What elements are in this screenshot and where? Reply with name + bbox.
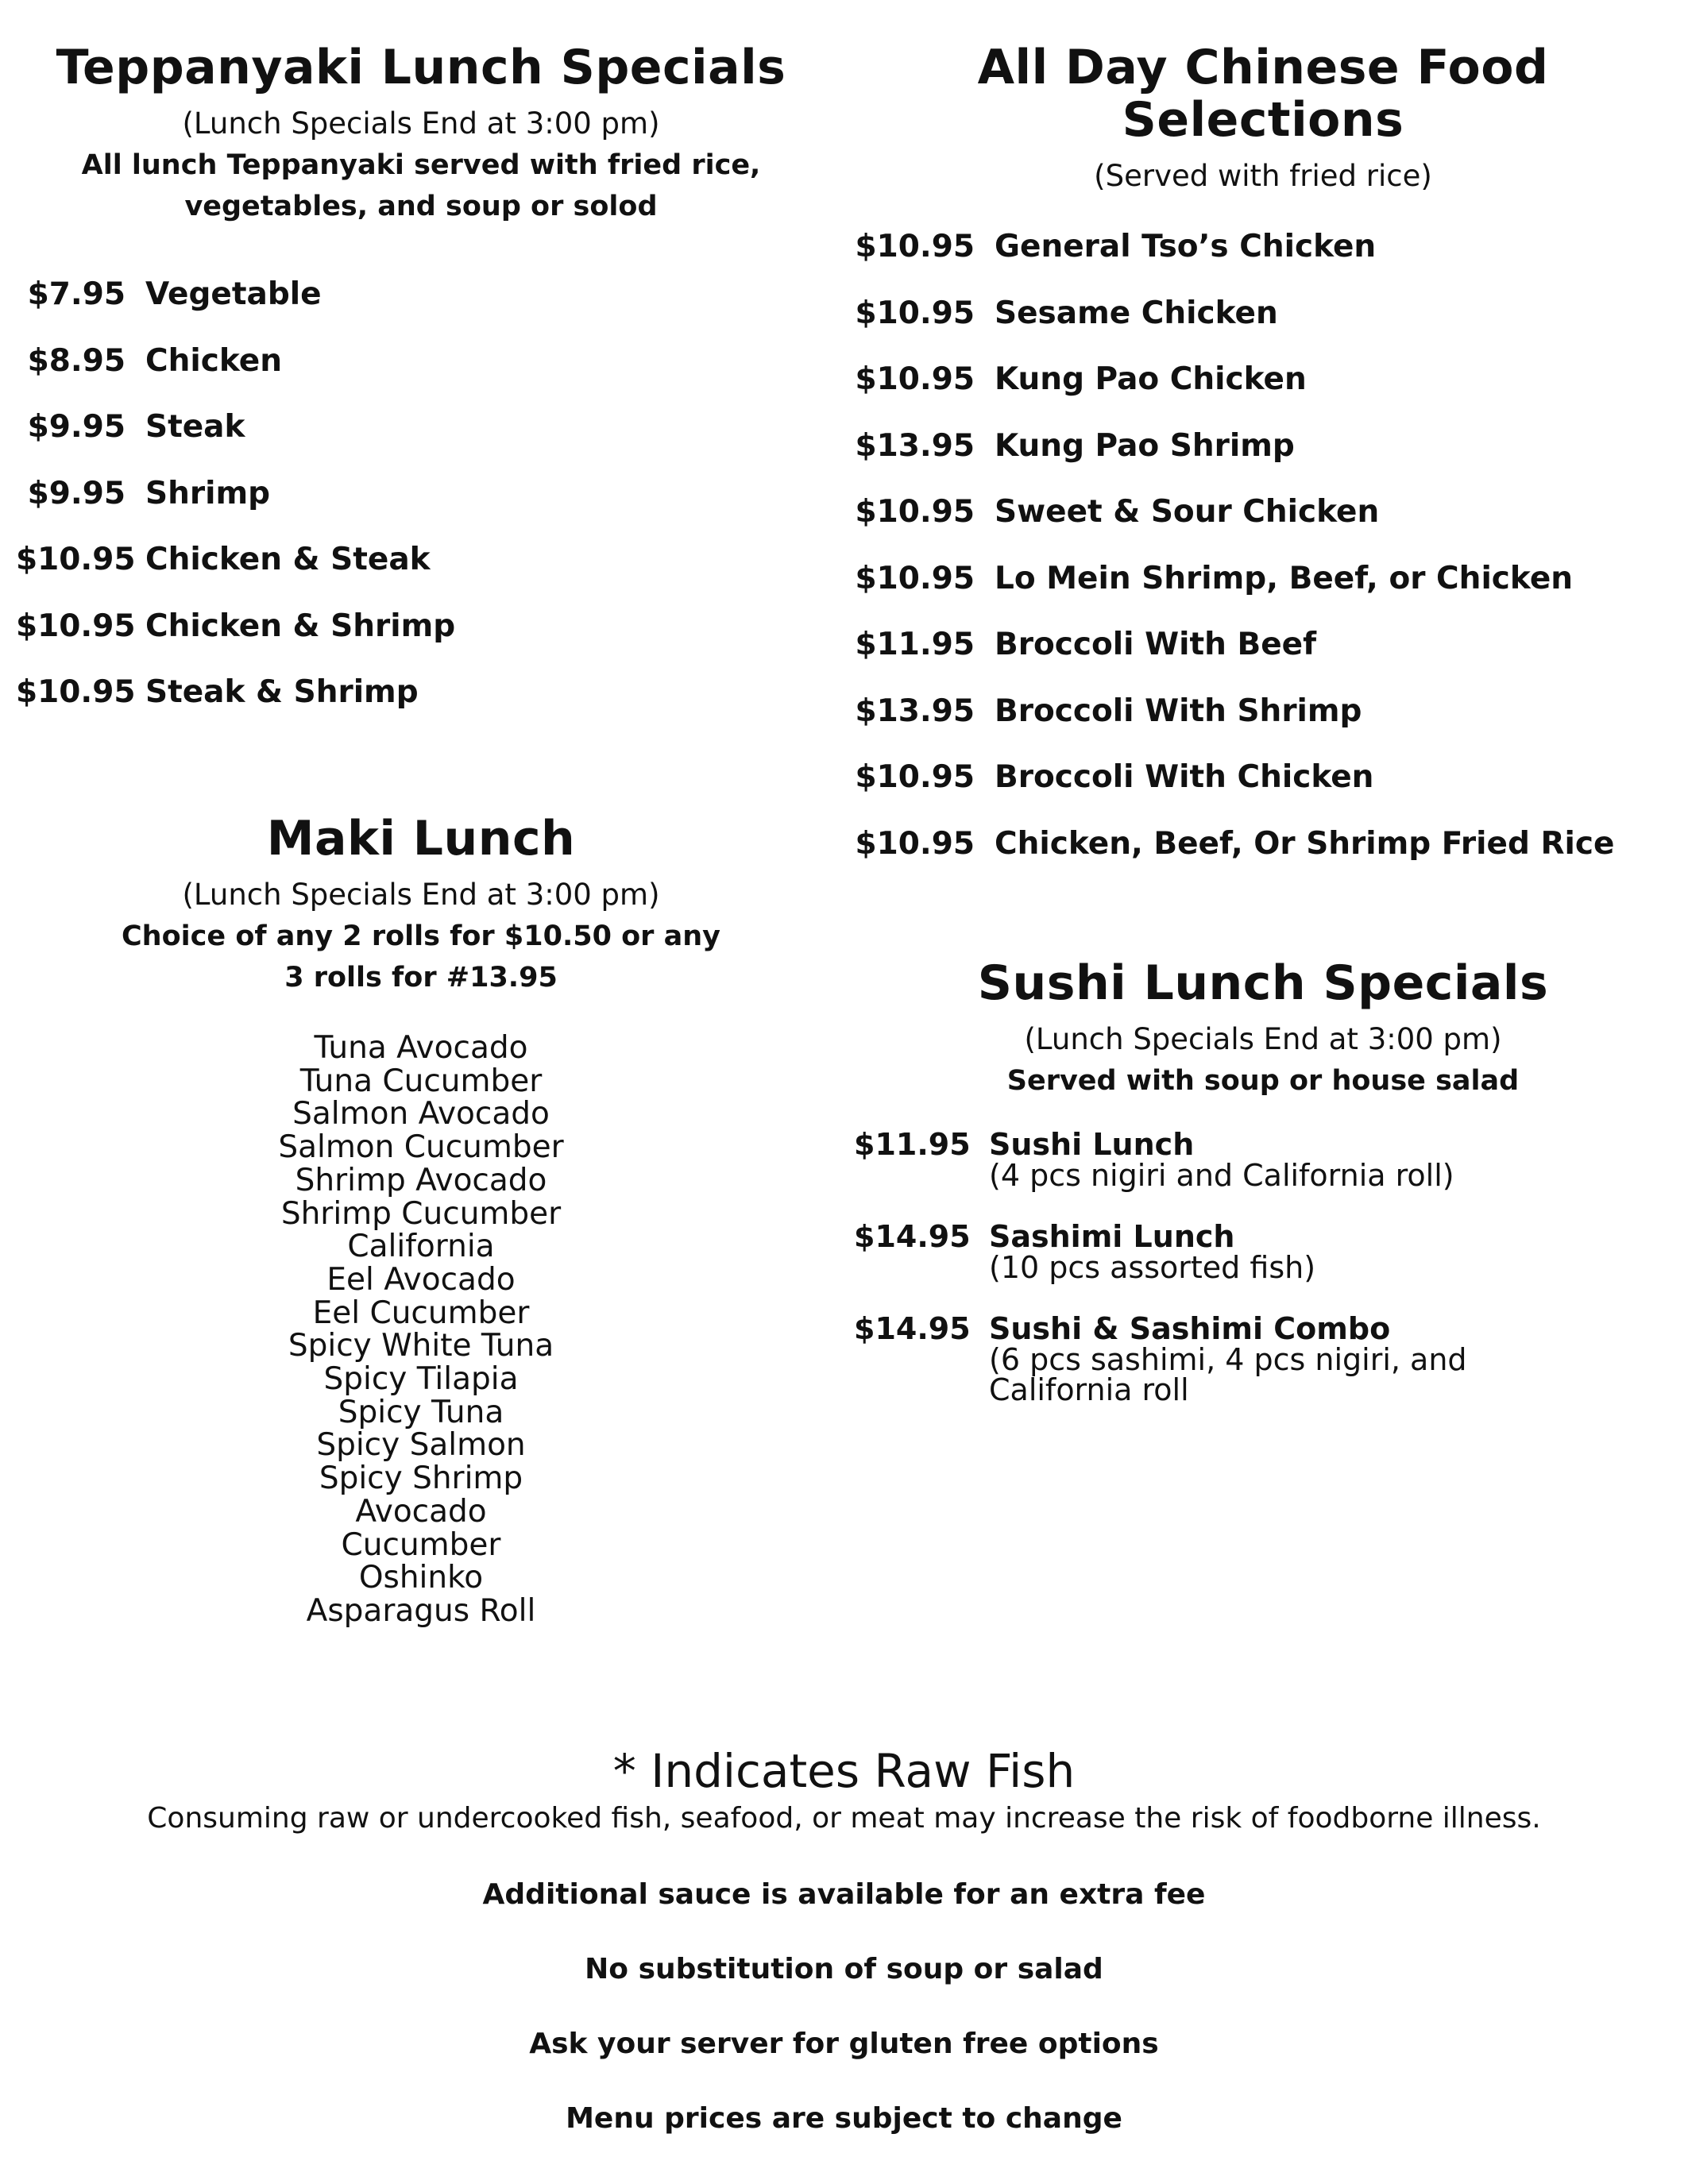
teppanyaki-subnote-line2: vegetables, and soup or solod bbox=[184, 191, 658, 222]
item-name: Kung Pao Shrimp bbox=[995, 427, 1295, 464]
footer-note: Ask your server for gluten free options bbox=[529, 2028, 1159, 2060]
footer-section bbox=[0, 1743, 1688, 2156]
list-item: Shrimp Cucumber bbox=[280, 1195, 562, 1232]
list-item: California bbox=[347, 1229, 495, 1265]
item-name: Sashimi Lunch bbox=[989, 1219, 1235, 1254]
item-price: $8.95 bbox=[27, 342, 126, 379]
list-item: Tuna Avocado bbox=[314, 1030, 528, 1066]
list-item bbox=[16, 608, 826, 675]
list-item bbox=[854, 494, 1672, 561]
list-item bbox=[16, 343, 826, 410]
item-price: $14.95 bbox=[854, 1219, 971, 1254]
item-price: $11.95 bbox=[854, 1127, 971, 1162]
raw-fish-legend: * Indicates Raw Fish bbox=[612, 1744, 1076, 1798]
consumption-warning: Consuming raw or undercooked fish, seafood, or meat may increase the risk of foodborne illness. bbox=[147, 1802, 1541, 1835]
item-price: $10.95 bbox=[855, 759, 975, 795]
item-price: $9.95 bbox=[27, 475, 126, 511]
list-item: Asparagus Roll bbox=[306, 1592, 536, 1629]
list-item bbox=[16, 542, 826, 608]
teppanyaki-price-list bbox=[16, 276, 826, 741]
item-body bbox=[969, 1127, 1513, 1193]
item-name: Sesame Chicken bbox=[995, 295, 1278, 331]
item-price: $10.95 bbox=[855, 295, 975, 331]
item-name: Chicken, Beef, Or Shrimp Fried Rice bbox=[995, 825, 1615, 862]
item-name: Chicken & Steak bbox=[145, 542, 431, 577]
maki-roll-list bbox=[16, 1032, 826, 1628]
list-item: Cucumber bbox=[341, 1526, 501, 1563]
list-item bbox=[854, 295, 1672, 362]
item-description: (4 pcs nigiri and California roll) bbox=[989, 1158, 1454, 1193]
maki-section bbox=[16, 812, 826, 1628]
list-item: Eel Avocado bbox=[326, 1261, 516, 1298]
sushi-price-list bbox=[854, 1129, 1672, 1405]
item-name: Chicken & Shrimp bbox=[145, 608, 456, 644]
item-name: Steak bbox=[145, 409, 245, 445]
item-name: Sushi & Sashimi Combo bbox=[989, 1311, 1391, 1346]
list-item bbox=[854, 1313, 1672, 1405]
chinese-section bbox=[854, 41, 1672, 892]
maki-subnote-line2: 3 rolls for #13.95 bbox=[284, 962, 558, 994]
item-body bbox=[969, 1313, 1513, 1405]
list-item: Eel Cucumber bbox=[312, 1295, 530, 1331]
item-name: Broccoli With Shrimp bbox=[995, 693, 1362, 729]
list-item bbox=[854, 1221, 1672, 1283]
list-item bbox=[16, 476, 826, 542]
list-item: Spicy Shrimp bbox=[319, 1461, 523, 1497]
teppanyaki-title: Teppanyaki Lunch Specials bbox=[56, 40, 786, 95]
item-name: Broccoli With Beef bbox=[995, 627, 1317, 662]
item-name: Vegetable bbox=[145, 276, 322, 312]
item-name: Kung Pao Chicken bbox=[995, 361, 1307, 397]
list-item bbox=[854, 627, 1672, 693]
list-item: Tuna Cucumber bbox=[299, 1063, 543, 1099]
list-item: Oshinko bbox=[358, 1560, 484, 1596]
item-price: $10.95 bbox=[855, 229, 975, 264]
teppanyaki-hours-note: (Lunch Specials End at 3:00 pm) bbox=[182, 106, 660, 141]
list-item bbox=[854, 361, 1672, 428]
chinese-title: All Day Chinese Food Selections bbox=[977, 40, 1549, 148]
list-item bbox=[16, 409, 826, 476]
list-item bbox=[854, 759, 1672, 826]
item-name: General Tso’s Chicken bbox=[995, 229, 1377, 264]
list-item: Shrimp Avocado bbox=[295, 1162, 547, 1198]
footer-note: Menu prices are subject to change bbox=[566, 2102, 1122, 2135]
sushi-section bbox=[854, 957, 1672, 1435]
maki-hours-note: (Lunch Specials End at 3:00 pm) bbox=[182, 878, 660, 912]
sushi-subnote: Served with soup or house salad bbox=[1006, 1065, 1520, 1097]
footer-note: Additional sauce is available for an extra fee bbox=[482, 1878, 1206, 1911]
teppanyaki-section bbox=[16, 41, 826, 741]
maki-subnote-line1: Choice of any 2 rolls for $10.50 or any bbox=[122, 920, 720, 952]
list-item: Salmon Cucumber bbox=[278, 1129, 564, 1166]
item-price: $13.95 bbox=[855, 427, 975, 464]
item-description: (10 pcs assorted fish) bbox=[989, 1250, 1316, 1285]
sushi-title: Sushi Lunch Specials bbox=[977, 955, 1549, 1011]
list-item: Spicy Tuna bbox=[338, 1394, 504, 1430]
list-item bbox=[854, 229, 1672, 295]
chinese-price-list bbox=[854, 229, 1672, 892]
item-description: (6 pcs sashimi, 4 pcs nigiri, and California roll bbox=[989, 1342, 1467, 1407]
item-name: Broccoli With Chicken bbox=[995, 759, 1374, 795]
item-price: $10.95 bbox=[16, 674, 136, 710]
item-price: $9.95 bbox=[27, 409, 126, 445]
list-item: Spicy White Tuna bbox=[288, 1328, 554, 1364]
list-item bbox=[16, 276, 826, 343]
item-price: $10.95 bbox=[16, 542, 136, 577]
teppanyaki-subnote-line1: All lunch Teppanyaki served with fried rice, bbox=[81, 149, 761, 181]
item-name: Shrimp bbox=[145, 475, 271, 511]
sushi-hours-note: (Lunch Specials End at 3:00 pm) bbox=[1024, 1022, 1502, 1056]
item-price: $10.95 bbox=[855, 560, 975, 596]
list-item: Spicy Salmon bbox=[316, 1427, 526, 1464]
item-name: Sushi Lunch bbox=[989, 1127, 1195, 1162]
list-item: Avocado bbox=[355, 1493, 487, 1530]
item-price: $13.95 bbox=[855, 693, 975, 729]
chinese-note: (Served with fried rice) bbox=[1094, 159, 1432, 193]
list-item: Spicy Tilapia bbox=[323, 1361, 519, 1398]
item-name: Chicken bbox=[145, 342, 282, 379]
item-price: $10.95 bbox=[855, 494, 975, 530]
item-price: $11.95 bbox=[855, 627, 975, 662]
list-item bbox=[854, 428, 1672, 495]
maki-title: Maki Lunch bbox=[266, 811, 576, 866]
item-price: $14.95 bbox=[854, 1311, 971, 1346]
list-item bbox=[854, 693, 1672, 760]
list-item bbox=[854, 561, 1672, 627]
item-price: $7.95 bbox=[27, 276, 126, 312]
item-name: Lo Mein Shrimp, Beef, or Chicken bbox=[995, 560, 1574, 596]
item-price: $10.95 bbox=[16, 608, 136, 644]
item-name: Sweet & Sour Chicken bbox=[995, 494, 1380, 530]
list-item bbox=[16, 674, 826, 741]
item-price: $10.95 bbox=[855, 825, 975, 862]
item-name: Steak & Shrimp bbox=[145, 674, 419, 710]
footer-note: No substitution of soup or salad bbox=[585, 1953, 1103, 1985]
footer-notes bbox=[0, 1858, 1688, 2156]
list-item bbox=[854, 826, 1672, 893]
item-price: $10.95 bbox=[855, 361, 975, 397]
item-body bbox=[969, 1221, 1513, 1283]
list-item: Salmon Avocado bbox=[292, 1096, 550, 1133]
list-item bbox=[854, 1127, 1672, 1193]
